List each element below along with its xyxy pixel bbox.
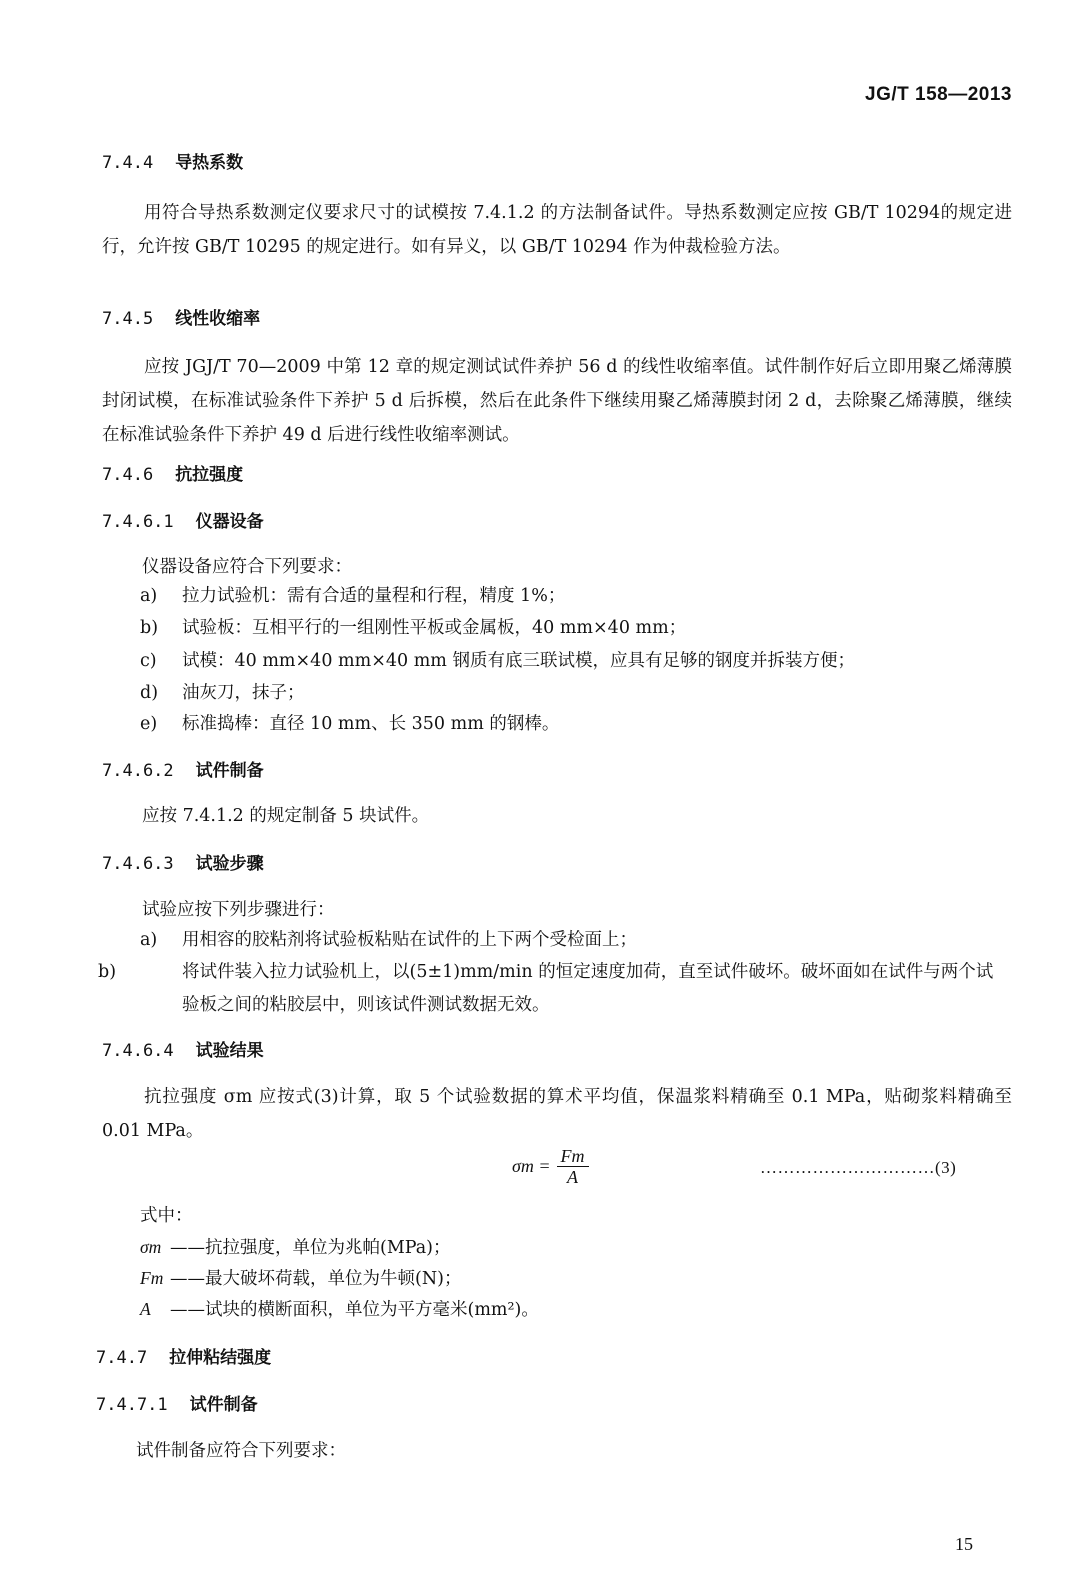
list-item [140, 924, 1010, 957]
section-title: 拉伸粘结强度 [169, 1348, 272, 1368]
variable-description: ——最大破坏荷载，单位为牛顿(N)； [170, 1269, 462, 1289]
section-heading-7462 [102, 756, 264, 781]
section-heading-746 [102, 460, 243, 485]
variable-symbol: A [140, 1299, 151, 1319]
list-item [140, 645, 1010, 678]
list-intro: 试验应按下列步骤进行： [142, 900, 335, 920]
list-item-text: 拉力试验机：需有合适的量程和行程，精度 1%； [182, 586, 566, 606]
standard-code: JG/T 158—2013 [865, 84, 1012, 105]
section-number: 7.4.6.1 [102, 512, 174, 532]
paragraph-specimen-prep: 应按 7.4.1.2 的规定制备 5 块试件。 [142, 806, 430, 826]
section-heading-745 [102, 304, 260, 329]
list-marker: a) [140, 930, 158, 950]
variable-definition [140, 1296, 539, 1321]
section-title: 试件制备 [189, 1395, 258, 1415]
list-item-text: 标准捣棒：直径 10 mm、长 350 mm 的钢棒。 [182, 714, 560, 734]
formula-fraction [557, 1146, 589, 1187]
formula-denominator: A [567, 1167, 579, 1187]
section-title: 试件制备 [195, 761, 264, 781]
list-item [140, 612, 1010, 645]
list-item-text: 用相容的胶粘剂将试验板粘贴在试件的上下两个受检面上； [182, 930, 637, 950]
section-heading-747 [96, 1343, 271, 1368]
section-number: 7.4.6.4 [102, 1041, 174, 1061]
list-item-text: 试模：40 mm×40 mm×40 mm 钢质有底三联试模，应具有足够的钢度并拆装方便； [182, 651, 855, 671]
paragraph-linear-shrinkage: 应按 JGJ/T 70—2009 中第 12 章的规定测试试件养护 56 d 的线性收缩率值。试件制作好后立即用聚乙烯薄膜封闭试模，在标准试验条件下养护 5 d 后拆模，然后在此条件下继续用聚乙烯薄膜封闭 2 d，去除聚乙烯薄膜，继续在标准试验条件下养护 49 d 后进行线性收缩率测试。 [102, 357, 1012, 445]
section-title: 仪器设备 [195, 512, 264, 532]
list-item [140, 580, 1010, 613]
section-number: 7.4.5 [102, 309, 154, 329]
list-marker: c) [140, 651, 157, 671]
list-marker: a) [140, 586, 158, 606]
variable-description: ——抗拉强度，单位为兆帕(MPa)； [170, 1238, 451, 1258]
section-title: 试验步骤 [195, 854, 264, 874]
list-item-text: 将试件装入拉力试验机上，以(5±1)mm/min 的恒定速度加荷，直至试件破坏。破坏面如在试件与两个试验板之间的粘胶层中，则该试件测试数据无效。 [182, 962, 994, 1015]
where-label: 式中： [140, 1206, 193, 1226]
paragraph-test-result: 抗拉强度 σm 应按式(3)计算，取 5 个试验数据的算术平均值，保温浆料精确至 0.1 MPa，贴砌浆料精确至 0.01 MPa。 [102, 1087, 1012, 1141]
list-item [140, 677, 1010, 710]
section-heading-7464 [102, 1036, 264, 1061]
variable-definition [140, 1265, 461, 1290]
formula-lhs: σm = [512, 1156, 551, 1176]
section-heading-7463 [102, 849, 264, 874]
formula-3 [512, 1146, 589, 1187]
list-marker: b) [98, 962, 117, 982]
section-title: 抗拉强度 [175, 465, 244, 485]
section-title: 试验结果 [195, 1041, 264, 1061]
list-item-text: 试验板：互相平行的一组刚性平板或金属板，40 mm×40 mm； [182, 618, 687, 638]
list-marker: b) [140, 618, 159, 638]
section-number: 7.4.6 [102, 465, 154, 485]
section-number: 7.4.7 [96, 1348, 148, 1368]
section-number: 7.4.7.1 [96, 1395, 168, 1415]
section-heading-7461 [102, 507, 264, 532]
section-number: 7.4.4 [102, 153, 154, 173]
list-marker: d) [140, 683, 159, 703]
section-title: 导热系数 [175, 153, 244, 173]
section-heading-744 [102, 148, 243, 173]
paragraph-thermal-conductivity: 用符合导热系数测定仪要求尺寸的试模按 7.4.1.2 的方法制备试件。导热系数测定应按 GB/T 10294的规定进行，允许按 GB/T 10295 的规定进行。如有异义，以 GB/T 10294 作为仲裁检验方法。 [102, 203, 1012, 257]
section-heading-7471 [96, 1390, 258, 1415]
formula-number: …………………………(3) [760, 1158, 957, 1177]
section-number: 7.4.6.2 [102, 761, 174, 781]
list-intro: 仪器设备应符合下列要求： [142, 557, 352, 577]
variable-symbol: σm [140, 1237, 162, 1257]
formula-numerator: Fm [557, 1146, 589, 1167]
section-number: 7.4.6.3 [102, 854, 174, 874]
page-number: 15 [955, 1534, 973, 1554]
variable-definition [140, 1234, 451, 1259]
list-intro: 试件制备应符合下列要求： [136, 1441, 346, 1461]
list-item [98, 956, 1010, 1022]
list-marker: e) [140, 714, 158, 734]
variable-symbol: Fm [140, 1268, 164, 1288]
section-title: 线性收缩率 [175, 309, 261, 329]
list-item [140, 708, 1010, 741]
variable-description: ——试块的横断面积，单位为平方毫米(mm²)。 [170, 1300, 539, 1320]
list-item-text: 油灰刀，抹子； [182, 683, 305, 703]
